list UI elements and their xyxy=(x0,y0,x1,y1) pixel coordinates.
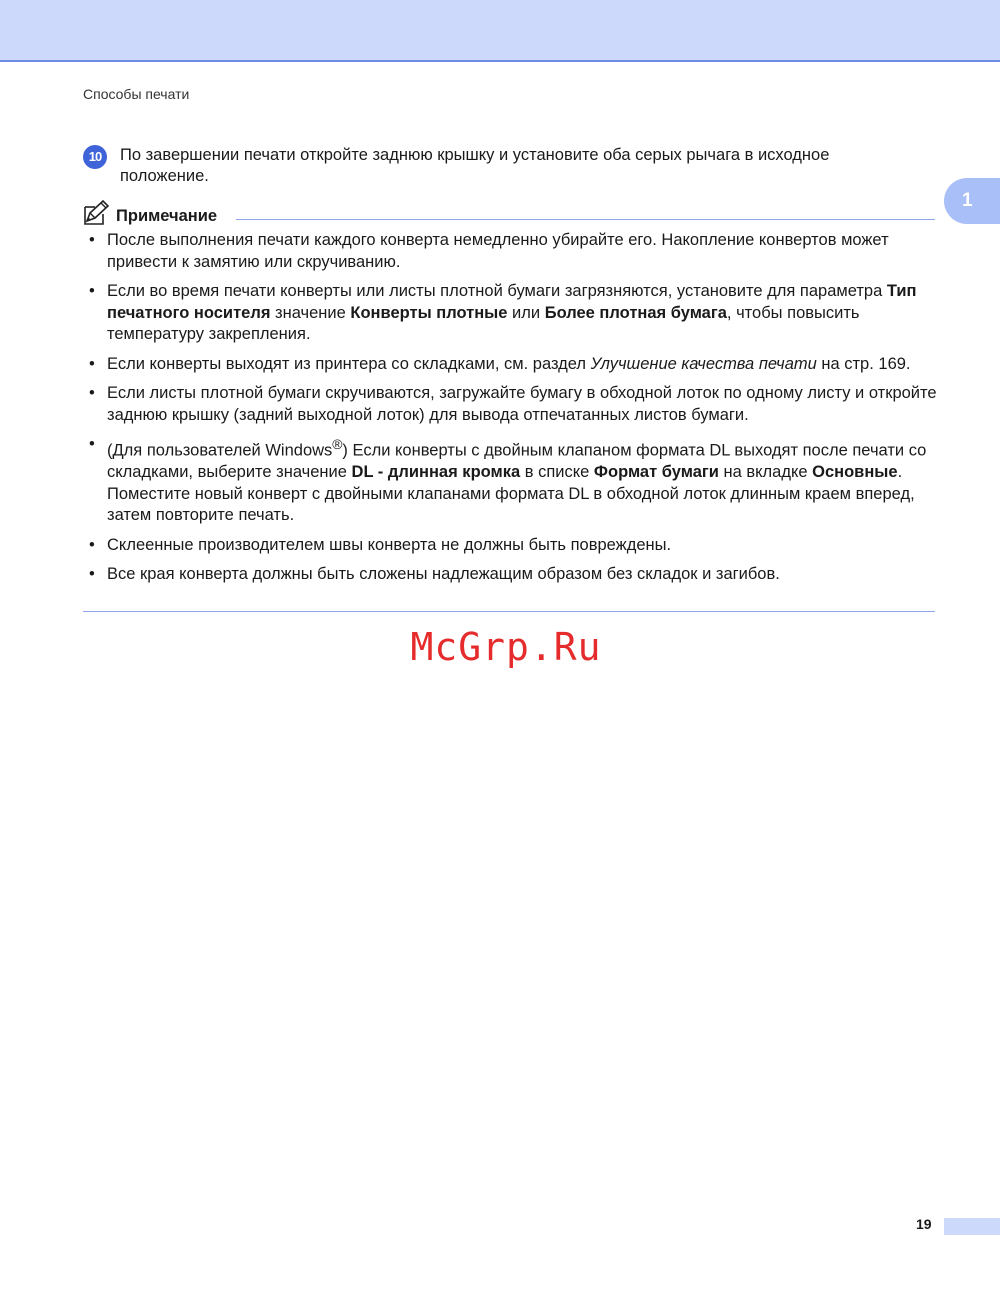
note-text: на стр. 169. xyxy=(816,354,911,373)
setting-name-paper-size: Формат бумаги xyxy=(593,463,719,481)
note-item xyxy=(89,564,939,586)
note-list xyxy=(89,230,939,594)
note-text: Склеенные производителем швы конверта не должны быть повреждены. xyxy=(107,535,672,554)
tab-name-basic: Основные xyxy=(812,463,898,481)
watermark: McGrp.Ru xyxy=(410,625,602,669)
page-number: 19 xyxy=(916,1216,932,1232)
note-item xyxy=(89,535,939,557)
note-text: на вкладке xyxy=(718,463,813,481)
note-item xyxy=(89,354,939,376)
registered-mark: ® xyxy=(332,437,343,452)
running-header: Способы печати xyxy=(83,86,190,102)
note-item xyxy=(89,434,939,527)
bullet: • xyxy=(89,231,95,249)
step-number-badge: 10 xyxy=(83,145,107,169)
note-item xyxy=(89,281,939,346)
setting-name-media-type: Тип печатного носителя xyxy=(107,282,917,322)
note-item xyxy=(89,383,939,426)
bullet: • xyxy=(89,435,95,453)
note-text: значение xyxy=(270,303,351,322)
note-text: , чтобы повысить температуру закрепления. xyxy=(107,303,860,343)
setting-value-dl-long-edge: DL - длинная кромка xyxy=(351,463,521,481)
setting-value-thicker-paper: Более плотная бумага xyxy=(544,303,727,322)
page-number-tab xyxy=(944,1218,1000,1235)
note-text: Если конверты выходят из принтера со складками, см. раздел xyxy=(107,354,591,373)
note-text: Если листы плотной бумаги скручиваются, загружайте бумагу в обходной лоток по одному листу и откройте заднюю крышку (задний выходной лоток) для вывода отпечатанных листов бумаги. xyxy=(107,384,937,424)
note-text: в списке xyxy=(520,463,594,481)
note-text: ) Если конверты с двойным клапаном формата DL выходят после печати со складками, выберите значение xyxy=(107,441,927,481)
note-text: Все края конверта должны быть сложены надлежащим образом без складок и загибов. xyxy=(107,565,780,583)
note-header xyxy=(83,200,935,226)
bullet: • xyxy=(89,384,95,402)
note-title: Примечание xyxy=(116,207,218,225)
top-header-band xyxy=(0,0,1000,62)
note-text: . Поместите новый конверт с двойными клапанами формата DL в обходной лоток длинным краем вперед, затем повторите печать. xyxy=(107,463,915,524)
note-text: или xyxy=(507,303,545,322)
note-pencil-icon xyxy=(83,200,111,226)
note-top-rule xyxy=(236,219,935,220)
note-text: После выполнения печати каждого конверта немедленно убирайте его. Накопление конвертов может привести к замятию или скручиванию. xyxy=(107,231,889,271)
bullet: • xyxy=(89,535,95,554)
bullet: • xyxy=(89,282,95,300)
note-bottom-rule xyxy=(83,611,935,612)
bullet: • xyxy=(89,565,95,583)
bullet: • xyxy=(89,354,95,373)
cross-reference: Улучшение качества печати xyxy=(590,354,817,373)
chapter-number: 1 xyxy=(962,190,973,211)
note-item xyxy=(89,230,939,273)
note-text: Если во время печати конверты или листы плотной бумаги загрязняются, установите для параметра xyxy=(107,282,887,300)
note-text: (Для пользователей Windows xyxy=(107,441,333,460)
setting-value-thick-envelopes: Конверты плотные xyxy=(350,303,508,322)
step-text: По завершении печати откройте заднюю крышку и установите оба серых рычага в исходное положение. xyxy=(120,146,830,185)
